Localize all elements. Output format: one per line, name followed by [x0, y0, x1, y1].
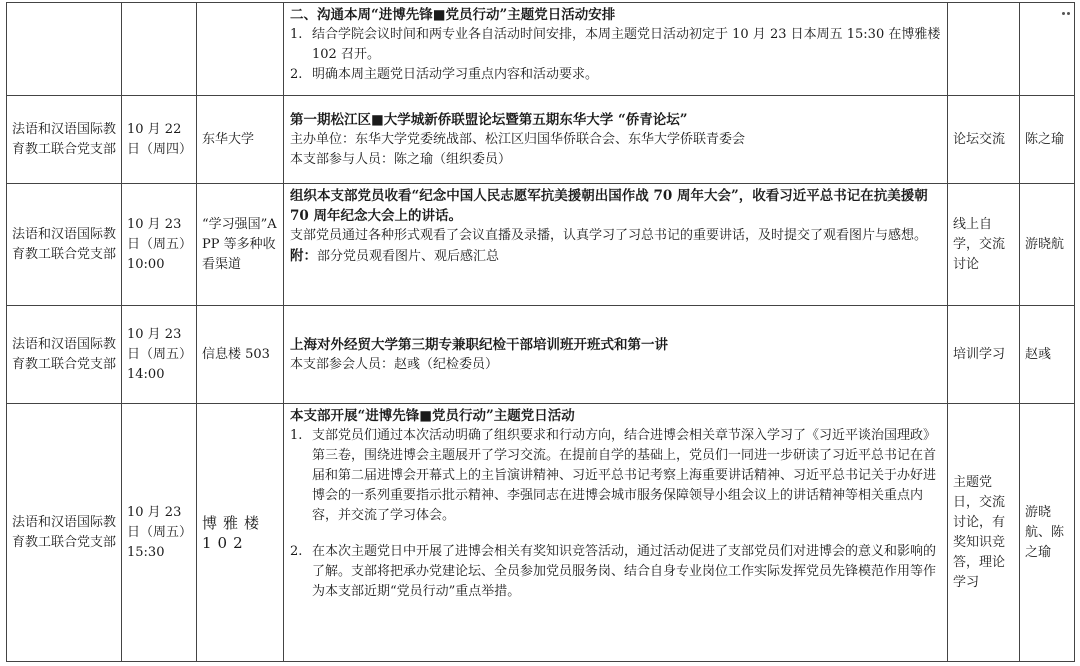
- list-item: 2. 明确本周主题党日活动学习重点内容和活动要求。: [290, 67, 599, 82]
- table-row: [7, 3, 1075, 96]
- content-title: 上海对外经贸大学第三期专兼职纪检干部培训班开班式和第一讲: [290, 336, 668, 353]
- branch-cell: 法语和汉语国际教育教工联合党支部: [7, 306, 122, 404]
- branch-cell: [7, 3, 122, 96]
- form-cell: 论坛交流: [948, 96, 1020, 184]
- content-cell: [284, 404, 948, 662]
- person-cell: 赵彧: [1020, 306, 1075, 404]
- content-line: 支部党员通过各种形式观看了会议直播及录播，认真学习了习总书记的重要讲话，及时提交了观看图片与感想。: [290, 228, 928, 243]
- list-item: 1. 结合学院会议时间和两专业各自活动时间安排，本周主题党日活动初定于 10 月 23 日本周五 15:30 在博雅楼 102 召开。: [290, 27, 941, 62]
- list-item: 1. 支部党员们通过本次活动明确了组织要求和行动方向，结合进博会相关章节深入学习了《习近平谈治国理政》第三卷，围绕进博会主题展开了学习交流。在提前自学的基础上，党员们一同进一步研读了习近平总书记在首届和第二届进博会开幕式上的主旨演讲精神、习近平总书记考察上海重要讲话精神、习近平总书记关于办好进博会的一系列重要指示批示精神、李强同志在进博会城市服务保障领导小组会议上的讲话精神等相关重点内容，并交流了学习体会。: [290, 428, 937, 523]
- date-cell: [122, 3, 197, 96]
- content-line: 本支部参会人员：赵彧（纪检委员）: [290, 356, 499, 372]
- date-cell: 10 月 23 日（周五）15:30: [122, 404, 197, 662]
- person-cell: [1020, 3, 1075, 96]
- spacer: [290, 526, 941, 542]
- location-cell: 博雅楼 102: [197, 404, 284, 662]
- form-cell: 主题党日，交流讨论，有奖知识竞答，理论学习: [948, 404, 1020, 662]
- content-line: 本支部参与人员：陈之瑜（组织委员）: [290, 151, 512, 167]
- date-cell: 10 月 23 日（周五）10:00: [122, 184, 197, 306]
- content-cell: [284, 184, 948, 306]
- table-row: [7, 184, 1075, 306]
- content-cell: [284, 96, 948, 184]
- branch-cell: 法语和汉语国际教育教工联合党支部: [7, 404, 122, 662]
- person-cell: 游晓航: [1020, 184, 1075, 306]
- table-row: [7, 404, 1075, 662]
- content-cell: [284, 306, 948, 404]
- note-label: 附：: [290, 248, 317, 264]
- branch-cell: 法语和汉语国际教育教工联合党支部: [7, 184, 122, 306]
- location-cell: “学习强国”APP 等多种收看渠道: [197, 184, 284, 306]
- location-cell: 东华大学: [197, 96, 284, 184]
- table-row: [7, 306, 1075, 404]
- form-cell: 线上自学，交流讨论: [948, 184, 1020, 306]
- content-title: 二、沟通本周“进博先锋■党员行动”主题党日活动安排: [290, 7, 616, 23]
- branch-cell: 法语和汉语国际教育教工联合党支部: [7, 96, 122, 184]
- location-cell: [197, 3, 284, 96]
- table-row: [7, 96, 1075, 184]
- content-note: [290, 246, 941, 267]
- date-cell: 10 月 23 日（周五）14:00: [122, 306, 197, 404]
- list-item: 2. 在本次主题党日中开展了进博会相关有奖知识竞答活动，通过活动促进了支部党员们对进博会的意义和影响的了解。支部将把承办党建论坛、全员参加党员服务岗、结合自身专业岗位工作实际发挥党员先锋模范作用等作为本支部近期“党员行动”重点举措。: [290, 544, 937, 599]
- form-cell: [948, 3, 1020, 96]
- content-title: 本支部开展“进博先锋■党员行动”主题党日活动: [290, 408, 575, 424]
- content-cell: [284, 3, 948, 96]
- form-cell: 培训学习: [948, 306, 1020, 404]
- location-cell: 信息楼 503: [197, 306, 284, 404]
- content-title: 第一期松江区■大学城新侨联盟论坛暨第五期东华大学 “侨青论坛”: [290, 111, 688, 128]
- content-line: 主办单位：东华大学党委统战部、松江区归国华侨联合会、东华大学侨联青委会: [290, 131, 746, 147]
- date-cell: 10 月 22 日（周四）: [122, 96, 197, 184]
- activity-table: [6, 2, 1075, 662]
- content-title: 组织本支部党员收看“纪念中国人民志愿军抗美援朝出国作战 70 周年大会”，收看习近平总书记在抗美援朝 70 周年纪念大会上的讲话。: [290, 188, 928, 224]
- person-cell: 陈之瑜: [1020, 96, 1075, 184]
- note-text: 部分党员观看图片、观后感汇总: [317, 249, 500, 264]
- person-cell: 游晓航、陈之瑜: [1020, 404, 1075, 662]
